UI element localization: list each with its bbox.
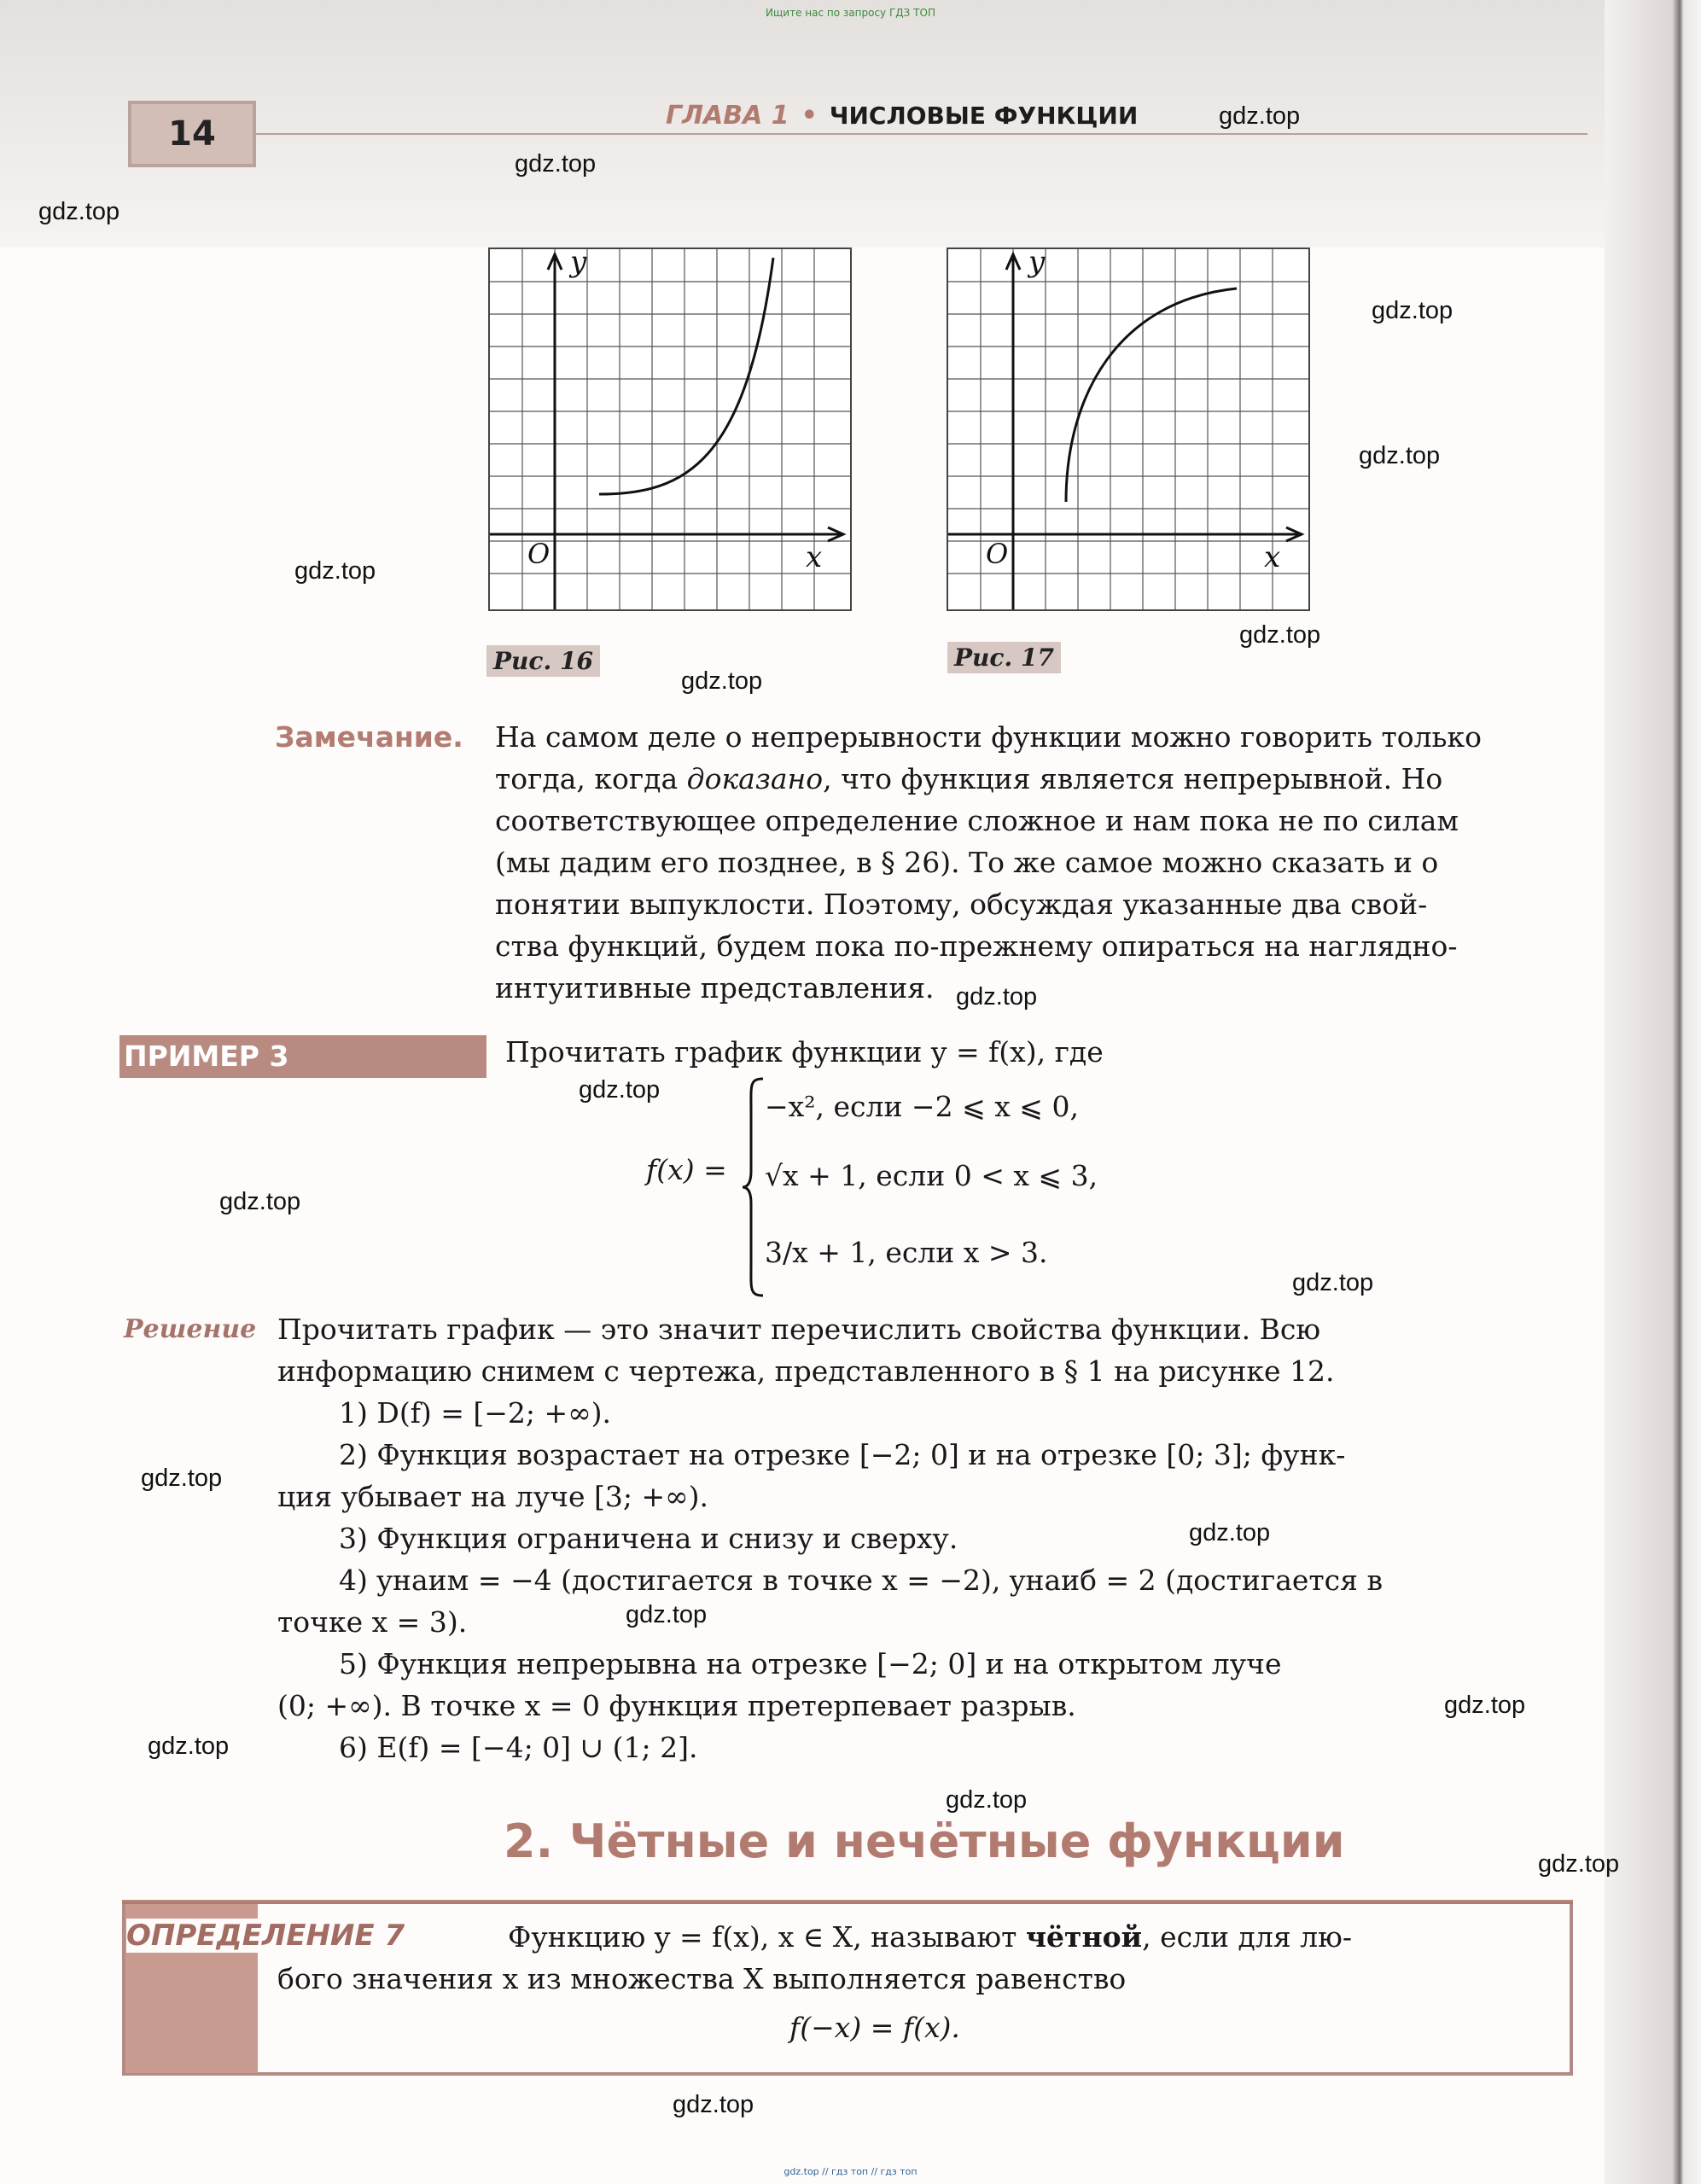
solution-list — [277, 1392, 1532, 1768]
page-number: 14 — [128, 101, 256, 167]
watermark: gdz.top — [1372, 297, 1453, 324]
definition-formula: f(−x) = f(x). — [789, 2011, 960, 2044]
section-title: 2. Чётные и нечётные функции — [504, 1814, 1345, 1868]
watermark: gdz.top — [579, 1076, 661, 1104]
watermark: gdz.top — [219, 1188, 301, 1215]
solution-item: 4) yнаим = −4 (достигается в точке x = −2), yнаиб = 2 (достигается в — [339, 1564, 1384, 1597]
watermark: gdz.top — [141, 1465, 223, 1492]
watermark: gdz.top — [148, 1733, 230, 1760]
watermark: gdz.top — [294, 557, 376, 585]
solution-intro — [277, 1308, 1532, 1392]
remark-line-part: тогда, когда доказано, что функция является непрерывной. Но — [495, 762, 1443, 795]
watermark: gdz.top — [1444, 1692, 1526, 1719]
definition-line-1 — [508, 1916, 1523, 1958]
watermark: gdz.top — [515, 150, 597, 178]
figure-16-graph — [488, 248, 852, 611]
definition-text — [508, 1916, 1523, 1958]
watermark: gdz.top — [1219, 102, 1301, 130]
case-1: −x², если −2 ⩽ x ⩽ 0, — [765, 1090, 1079, 1123]
remark-line: ства функций, будем пока по-прежнему опираться на наглядно- — [495, 929, 1458, 963]
definition-line-2: бого значения x из множества X выполняется равенство — [277, 1962, 1127, 1995]
watermark: gdz.top — [1359, 442, 1441, 469]
definition-label: ОПРЕДЕЛЕНИЕ 7 — [126, 1919, 411, 1953]
figure-16-caption: Рис. 16 — [486, 645, 600, 677]
solution-intro-line: информацию снимем с чертежа, представленного в § 1 на рисунке 12. — [277, 1354, 1335, 1388]
definition-text-part: , если для лю- — [1142, 1920, 1352, 1954]
figure-17-graph — [947, 248, 1310, 611]
definition-rule — [122, 1902, 1573, 1904]
x-axis-label: x — [1264, 540, 1281, 574]
origin-label: O — [986, 538, 1009, 570]
x-axis-label: x — [806, 540, 823, 574]
watermark: gdz.top — [1538, 1850, 1620, 1878]
remark-line: соответствующее определение сложное и нам пока не по силам — [495, 804, 1459, 837]
remark-line: понятии выпуклости. Поэтому, обсуждая указанные два свой- — [495, 888, 1428, 921]
y-axis-label: y — [1028, 248, 1046, 279]
solution-item: 5) Функция непрерывна на отрезке [−2; 0] и на открытом луче — [339, 1647, 1282, 1680]
top-banner: Ищите нас по запросу ГДЗ ТОП — [766, 7, 935, 19]
figure-17-caption: Рис. 17 — [947, 642, 1061, 673]
watermark: gdz.top — [1292, 1269, 1374, 1296]
definition-term: чётной — [1025, 1920, 1143, 1954]
chapter-label: ГЛАВА 1 — [666, 101, 789, 131]
fx-lhs: f(x) = — [646, 1153, 727, 1186]
case-2: √x + 1, если 0 < x ⩽ 3, — [765, 1159, 1098, 1192]
solution-item: ция убывает на луче [3; +∞). — [277, 1480, 708, 1513]
remark-text — [495, 716, 1528, 1009]
case-3: 3/x + 1, если x > 3. — [765, 1236, 1048, 1269]
solution-item: (0; +∞). В точке x = 0 функция претерпевает разрыв. — [277, 1689, 1076, 1722]
watermark: gdz.top — [38, 198, 120, 225]
remark-line: интуитивные представления. — [495, 971, 935, 1005]
watermark: gdz.top — [1239, 621, 1321, 649]
remark-label: Замечание. — [275, 720, 463, 754]
bottom-banner: gdz.top // гдз топ // гдз топ — [784, 2166, 917, 2177]
solution-item: 2) Функция возрастает на отрезке [−2; 0] и на отрезке [0; 3]; функ- — [339, 1438, 1346, 1471]
header-rule — [256, 133, 1587, 135]
y-axis-label: y — [570, 248, 587, 279]
chapter-header — [666, 101, 1138, 131]
remark-line — [495, 758, 1528, 800]
brace-icon — [741, 1077, 766, 1297]
solution-intro-line: Прочитать график — это значит перечислить свойства функции. Всю — [277, 1313, 1321, 1346]
remark-line: (мы дадим его позднее, в § 26). То же самое можно сказать и о — [495, 846, 1439, 879]
origin-label: O — [527, 538, 550, 570]
definition-text-part: Функцию y = f(x), x ∈ X, называют — [508, 1920, 1026, 1954]
chapter-separator: • — [801, 101, 818, 131]
solution-item: точке x = 3). — [277, 1605, 468, 1639]
example-statement: Прочитать график функции y = f(x), где — [505, 1035, 1104, 1069]
watermark: gdz.top — [673, 2091, 754, 2118]
solution-item: 3) Функция ограничена и снизу и сверху. — [339, 1522, 958, 1555]
watermark: gdz.top — [946, 1786, 1028, 1814]
solution-item: 6) E(f) = [−4; 0] ∪ (1; 2]. — [339, 1731, 698, 1764]
remark-line: На самом деле о непрерывности функции можно говорить только — [495, 720, 1482, 754]
watermark: gdz.top — [956, 983, 1038, 1010]
chapter-title: ЧИСЛОВЫЕ ФУНКЦИИ — [829, 102, 1139, 130]
solution-label: Решение — [124, 1314, 257, 1344]
watermark: gdz.top — [626, 1601, 708, 1628]
watermark: gdz.top — [1189, 1519, 1271, 1546]
solution-item: 1) D(f) = [−2; +∞). — [339, 1396, 612, 1430]
watermark: gdz.top — [681, 667, 763, 695]
example-label: ПРИМЕР 3 — [124, 1040, 289, 1073]
